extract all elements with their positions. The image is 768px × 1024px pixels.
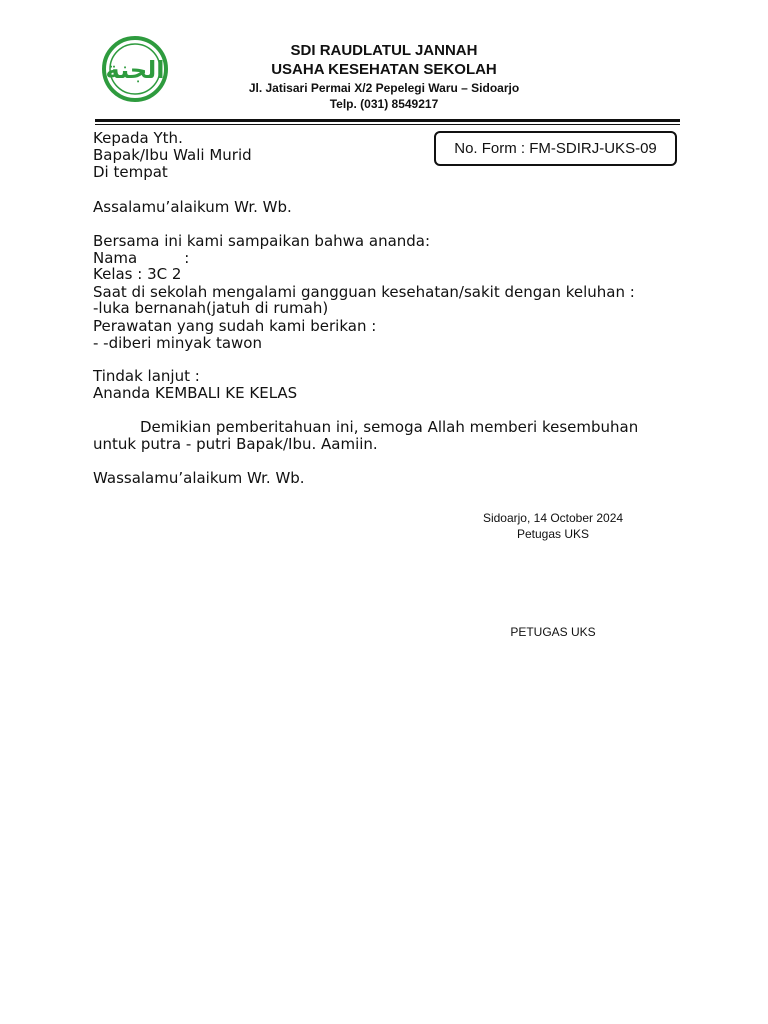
signature-name: PETUGAS UKS xyxy=(510,625,596,639)
complaint-text: -luka bernanah(jatuh di rumah) xyxy=(93,299,329,317)
header-rule-thick xyxy=(95,119,680,122)
unit-name: USAHA KESEHATAN SEKOLAH xyxy=(271,61,497,78)
name-colon: : xyxy=(184,249,190,267)
recipient-line-3: Di tempat xyxy=(93,163,168,181)
treatment-intro: Perawatan yang sudah kami berikan : xyxy=(93,317,377,335)
signature-role: Petugas UKS xyxy=(516,527,590,541)
school-logo xyxy=(100,36,170,102)
logo-text: الجنة xyxy=(105,56,165,84)
followup-label: Tindak lanjut : xyxy=(93,367,200,385)
school-phone: Telp. (031) 8549217 xyxy=(329,97,439,111)
closing-line-2: untuk putra - putri Bapak/Ibu. Aamiin. xyxy=(93,435,378,453)
closing-line-1: Demikian pemberitahuan ini, semoga Allah memberi kesembuhan xyxy=(140,418,639,436)
recipient-line-1: Kepada Yth. xyxy=(93,129,183,147)
header-rule-thin xyxy=(95,124,680,125)
complaint-intro: Saat di sekolah mengalami gangguan kesehatan/sakit dengan keluhan : xyxy=(93,283,635,301)
intro-text: Bersama ini kami sampaikan bahwa ananda: xyxy=(93,232,431,250)
treatment-text: - -diberi minyak tawon xyxy=(93,334,262,352)
form-number-box: No. Form : FM-SDIRJ-UKS-09 xyxy=(434,131,677,166)
greeting: Assalamu’alaikum Wr. Wb. xyxy=(93,198,292,216)
recipient-line-2: Bapak/Ibu Wali Murid xyxy=(93,146,252,164)
school-address: Jl. Jatisari Permai X/2 Pepelegi Waru – Sidoarjo xyxy=(248,81,520,95)
farewell: Wassalamu’alaikum Wr. Wb. xyxy=(93,469,305,487)
signature-place-date: Sidoarjo, 14 October 2024 xyxy=(482,511,624,525)
name-label: Nama xyxy=(93,249,138,267)
followup-text: Ananda KEMBALI KE KELAS xyxy=(93,384,298,402)
school-name: SDI RAUDLATUL JANNAH xyxy=(290,42,478,59)
class-line: Kelas : 3C 2 xyxy=(93,265,182,283)
